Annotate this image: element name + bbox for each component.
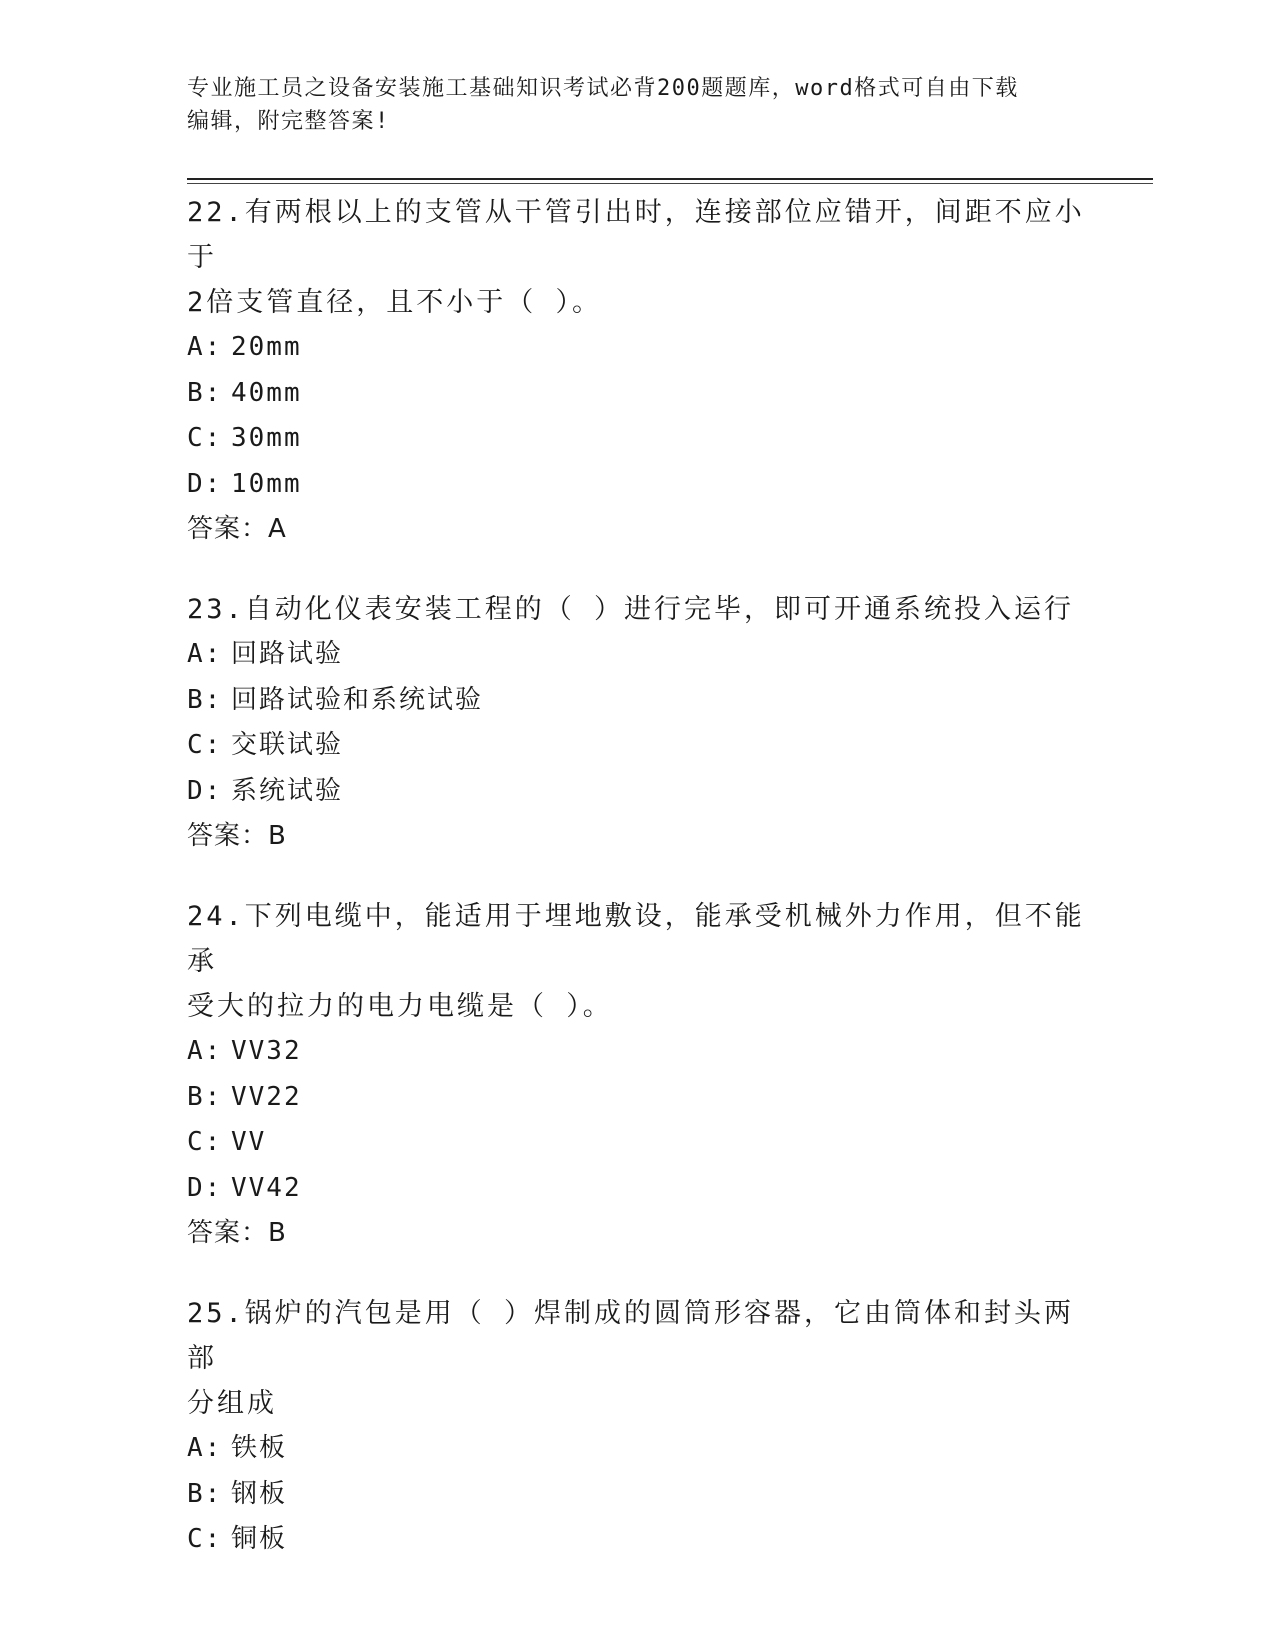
header-line-1: 专业施工员之设备安装施工基础知识考试必背200题题库，word格式可自由下载	[187, 76, 1019, 101]
option-value: 30mm	[231, 423, 302, 453]
option-value: 10mm	[231, 468, 302, 499]
question-text-line: 23.自动化仪表安装工程的（ ）进行完毕，即可开通系统投入运行	[187, 594, 1075, 625]
option-b	[187, 371, 1087, 417]
option-value: 钢板	[231, 1478, 288, 1509]
document-header	[187, 72, 1087, 138]
question-text-line: 受大的拉力的电力电缆是（ ）。	[187, 991, 613, 1022]
option-key: D:	[187, 775, 223, 806]
question-23	[187, 587, 1087, 858]
option-value: 20mm	[231, 332, 302, 362]
question-22	[187, 190, 1087, 551]
answer-line: 答案：B	[187, 821, 287, 851]
option-key: C:	[187, 423, 223, 453]
option-key: A:	[187, 639, 223, 669]
option-key: B:	[187, 377, 223, 408]
option-key: A:	[187, 332, 223, 362]
question-text-line: 分组成	[187, 1388, 277, 1419]
option-key: C:	[187, 1127, 223, 1157]
option-value: 40mm	[231, 377, 302, 408]
option-value: VV42	[231, 1172, 302, 1203]
option-b	[187, 1472, 1087, 1518]
option-d	[187, 1166, 1087, 1212]
header-divider-thick	[187, 178, 1153, 180]
option-key: D:	[187, 1172, 223, 1203]
option-value: 铜板	[231, 1524, 288, 1554]
option-value: 系统试验	[231, 775, 344, 806]
option-key: B:	[187, 684, 223, 715]
option-value: 铁板	[231, 1433, 288, 1463]
option-d	[187, 769, 1087, 815]
option-key: A:	[187, 1036, 223, 1066]
question-text-line: 22.有两根以上的支管从干管引出时，连接部位应错开，间距不应小于	[187, 197, 1085, 273]
option-key: A:	[187, 1433, 223, 1463]
option-a	[187, 1029, 1087, 1075]
option-value: 交联试验	[231, 730, 344, 760]
option-b	[187, 678, 1087, 724]
question-25	[187, 1291, 1087, 1563]
option-key: C:	[187, 1524, 223, 1554]
header-divider-thin	[187, 183, 1153, 184]
option-c	[187, 723, 1087, 769]
option-value: 回路试验和系统试验	[231, 684, 484, 715]
option-key: B:	[187, 1478, 223, 1509]
header-line-2: 编辑，附完整答案!	[187, 109, 390, 134]
option-b	[187, 1075, 1087, 1121]
question-text-line: 24.下列电缆中，能适用于埋地敷设，能承受机械外力作用，但不能承	[187, 901, 1085, 977]
option-a	[187, 1426, 1087, 1472]
option-key: D:	[187, 468, 223, 499]
option-a	[187, 325, 1087, 371]
option-value: 回路试验	[231, 639, 344, 669]
option-key: C:	[187, 730, 223, 760]
question-list	[187, 190, 1087, 1599]
option-c	[187, 1120, 1087, 1166]
option-value: VV22	[231, 1081, 302, 1112]
option-a	[187, 632, 1087, 678]
option-value: VV	[231, 1127, 267, 1157]
answer-line: 答案：B	[187, 1218, 287, 1248]
question-text-line: 25.锅炉的汽包是用（ ）焊制成的圆筒形容器，它由筒体和封头两部	[187, 1298, 1075, 1374]
question-text-line: 2倍支管直径，且不小于（ ）。	[187, 287, 603, 318]
question-24	[187, 894, 1087, 1255]
option-c	[187, 416, 1087, 462]
option-d	[187, 462, 1087, 508]
option-value: VV32	[231, 1036, 302, 1066]
answer-line: 答案：A	[187, 514, 287, 544]
option-key: B:	[187, 1081, 223, 1112]
option-c	[187, 1517, 1087, 1563]
